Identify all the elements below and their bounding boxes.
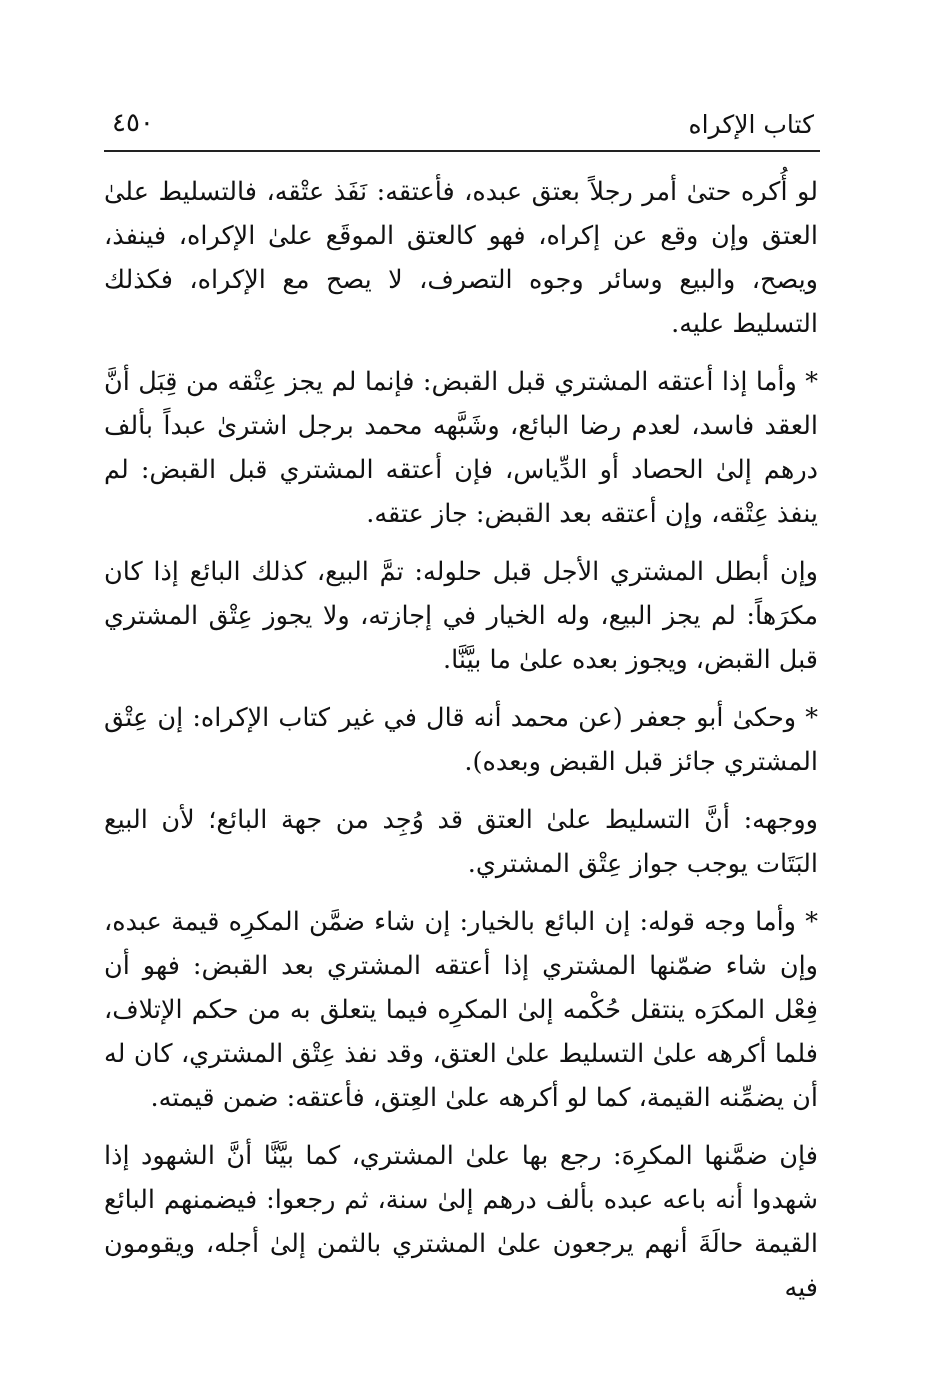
header-rule <box>104 150 820 152</box>
paragraph: وإن أبطل المشتري الأجل قبل حلوله: تمَّ البيع، كذلك البائع إذا كان مكرَهاً: لم يجز البيع، وله الخيار في إجازته، ولا يجوز عِتْق المشتري قبل القبض، ويجوز بعده علىٰ ما بيَّنَّا. <box>104 557 818 675</box>
chapter-title: كتاب الإكراه <box>688 110 814 139</box>
paragraph: * وأما وجه قوله: إن البائع بالخيار: إن شاء ضمَّن المكرِه قيمة عبده، وإن شاء ضمّنها المشتري إذا أعتقه المشتري بعد القبض: فهو أن فِعْل المكرَه ينتقل حُكْمه إلىٰ المكرِه فيما يتعلق به من حكم الإتلاف، فلما أكرهه علىٰ التسليط علىٰ العتق، وقد نفذ عِتْق المشتري، كان له أن يضمِّنه القيمة، كما لو أكرهه علىٰ العِتق، فأعتقه: ضمن قيمته. <box>104 907 818 1113</box>
paragraph: * وحكىٰ أبو جعفر (عن محمد أنه قال في غير كتاب الإكراه: إن عِتْق المشتري جائز قبل القبض وبعده). <box>104 703 818 777</box>
page-number: ٤٥٠ <box>112 108 154 138</box>
page-header <box>104 100 820 148</box>
paragraph: لو أُكره حتىٰ أمر رجلاً بعتق عبده، فأعتقه: نَفَذ عتْقه، فالتسليط علىٰ العتق وإن وقع عن إكراه، فهو كالعتق الموقَع علىٰ الإكراه، فينفذ، ويصح، والبيع وسائر وجوه التصرف، لا يصح مع الإكراه، فكذلك التسليط عليه. <box>104 177 818 339</box>
paragraph: ووجهه: أنَّ التسليط علىٰ العتق قد وُجِد من جهة البائع؛ لأن البيع البَتَات يوجب جواز عِتْق المشتري. <box>104 805 818 879</box>
page-body <box>104 170 818 1310</box>
paragraph: * وأما إذا أعتقه المشتري قبل القبض: فإنما لم يجز عِتْقه من قِبَل أنَّ العقد فاسد، لعدم رضا البائع، وشَبَّهه محمد برجل اشترىٰ عبداً بألف درهم إلىٰ الحصاد أو الدِّياس، فإن أعتقه المشتري قبل القبض: لم ينفذ عِتْقه، وإن أعتقه بعد القبض: جاز عتقه. <box>104 367 818 529</box>
paragraph: فإن ضمَّنها المكرِهَ: رجع بها علىٰ المشتري، كما بيَّنَّا أنَّ الشهود إذا شهدوا أنه باعه عبده بألف درهم إلىٰ سنة، ثم رجعوا: فيضمنهم البائع القيمة حالَةَ أنهم يرجعون علىٰ المشتري بالثمن إلىٰ أجله، ويقومون فيه <box>104 1141 818 1303</box>
